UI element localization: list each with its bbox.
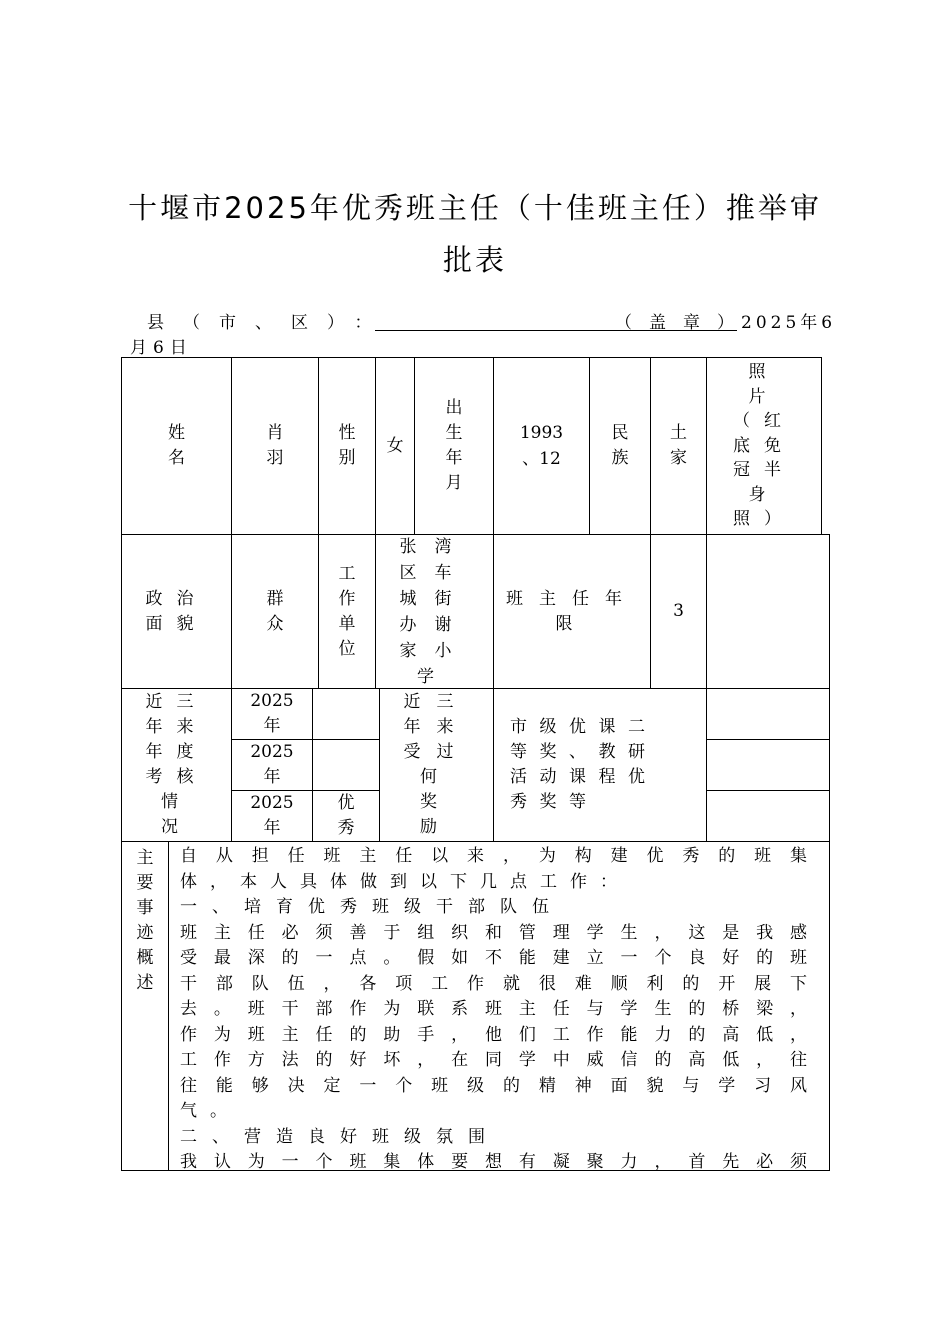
- political-value: 群 众: [231, 534, 319, 689]
- assess-result-1: [312, 688, 380, 740]
- birth-value: 1993 、12: [493, 357, 590, 535]
- assess-year-2: 2025 年: [231, 739, 313, 791]
- work-value: 张湾 区车 城街 办谢 家小 学: [375, 534, 494, 689]
- date-part2: 月6日: [130, 338, 193, 358]
- awards-blank-2: [706, 739, 830, 791]
- political-label: 政治 面貌: [121, 534, 232, 689]
- stamp-label: （盖章）: [615, 313, 751, 333]
- assess-year-1: 2025 年: [231, 688, 313, 740]
- ethnic-label: 民 族: [589, 357, 651, 535]
- years-label: 班主任年 限: [493, 534, 651, 689]
- document-title-line1: 十堰市2025年优秀班主任（十佳班主任）推举审: [128, 191, 822, 225]
- gender-label: 性 别: [318, 357, 376, 535]
- deeds-line: 往能够决定一个班级的精神面貌与学习风: [180, 1075, 807, 1096]
- awards-value: 市级优课二 等奖、教研 活动课程优 秀奖等: [493, 688, 707, 842]
- deeds-line: 去。班干部作为联系班主任与学生的桥梁，: [180, 999, 807, 1019]
- deeds-content: [168, 841, 830, 1171]
- deeds-label: 主 要 事 迹 概 述: [121, 841, 169, 1171]
- awards-label: 近三 年来 受过 何 奖 励: [379, 688, 494, 842]
- assess-result-2: [312, 739, 380, 791]
- deeds-line: 自从担任班主任以来，为构建优秀的班集: [180, 846, 807, 866]
- deeds-line: 体，本人具体做到以下几点工作：: [180, 871, 630, 892]
- deeds-line: 工作方法的好坏，在同学中威信的高低，往: [180, 1050, 807, 1070]
- deeds-line: 受最深的一点。假如不能建立一个良好的班: [180, 948, 807, 968]
- assess-year-3: 2025 年: [231, 790, 313, 842]
- assess-result-3: 优 秀: [312, 790, 380, 842]
- birth-label: 出 生 年 月: [414, 357, 494, 535]
- deeds-line: 一、培育优秀班级干部队伍: [180, 897, 564, 917]
- awards-blank-1: [706, 688, 830, 740]
- photo-label: 照 片 （红 底免 冠半 身 照）: [706, 357, 822, 535]
- document-title-line2: 批表: [442, 243, 507, 277]
- deeds-line: 班主任必须善于组织和管理学生，这是我感: [180, 922, 807, 943]
- ethnic-value: 土 家: [650, 357, 707, 535]
- row2-blank: [706, 534, 830, 689]
- work-label: 工 作 单 位: [318, 534, 376, 689]
- deeds-line: 作为班主任的助手，他们工作能力的高低，: [180, 1024, 807, 1045]
- deeds-line: 干部队伍，各项工作就很难顺利的开展下: [180, 973, 807, 994]
- awards-blank-3: [706, 790, 830, 842]
- years-value: 3: [650, 534, 707, 689]
- name-label: 姓 名: [121, 357, 232, 535]
- deeds-line: 二、营造良好班级氛围: [180, 1126, 500, 1147]
- deeds-line: 气。: [180, 1101, 240, 1121]
- assess-label: 近三 年来 年度 考核 情 况: [121, 688, 232, 842]
- name-value: 肖 羽: [231, 357, 319, 535]
- date-part1: 2025年6: [741, 313, 837, 333]
- deeds-line: 我认为一个班集体要想有凝聚力，首先必须: [180, 1152, 807, 1171]
- gender-value: 女: [375, 357, 415, 535]
- county-label: 县（市、区）：: [147, 313, 391, 333]
